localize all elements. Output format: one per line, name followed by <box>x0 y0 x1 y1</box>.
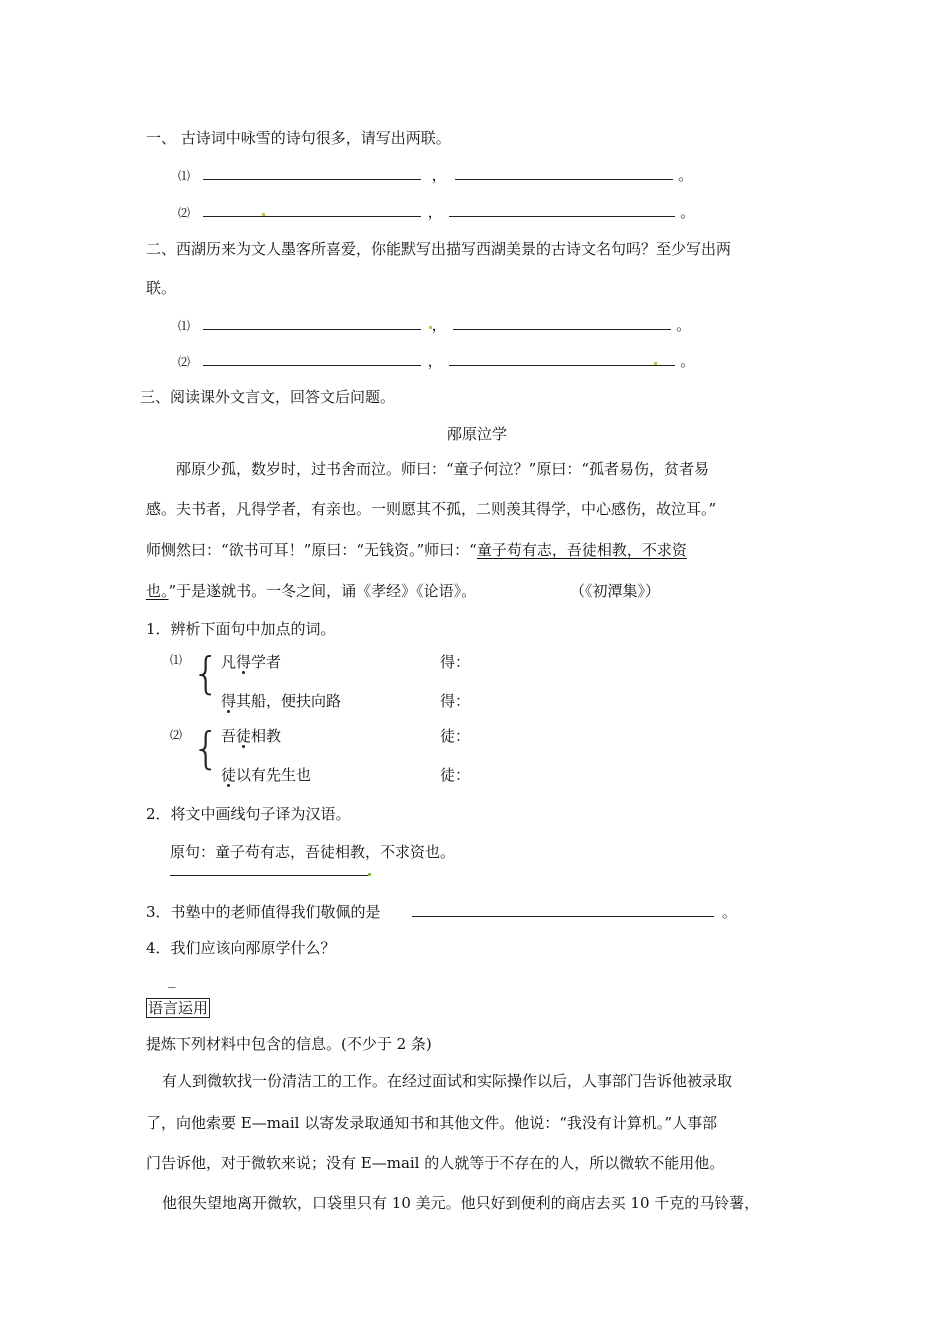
q1-item2-blank-b[interactable] <box>449 201 675 217</box>
sub2-answer-blank[interactable] <box>170 860 370 876</box>
lang-p1-line1: 有人到微软找一份清洁工的工作。在经过面试和实际操作以后，人事部门告诉他被录取 <box>162 1072 733 1090</box>
scan-mark <box>368 873 371 876</box>
lang-p1-line2: 了，向他索要 E—mail 以寄发录取通知书和其他文件。他说：“我没有计算机。”人事部 <box>146 1114 718 1132</box>
q1-item1-label: ⑴ <box>178 169 191 183</box>
scan-mark <box>262 213 265 216</box>
passage-source: （《初潭集》） <box>570 582 661 600</box>
passage-line1: 邴原少孤，数岁时，过书舍而泣。师曰：“童子何泣？”原曰：“孤者易伤，贫者易 <box>176 460 710 478</box>
q1-item2-blank-a[interactable] <box>203 201 421 217</box>
passage-line2: 感。夫书者，凡得学者，有亲也。一则愿其不孤，二则羡其得学，中心感伤，故泣耳。” <box>146 500 717 518</box>
lang-p1-line3: 门告诉他，对于微软来说；没有 E—mail 的人就等于不存在的人，所以微软不能用他。 <box>146 1154 725 1172</box>
emphasis-dot <box>227 784 230 787</box>
left-brace-icon: { <box>192 648 220 699</box>
sub1-g1-sentence-a: 凡得学者 <box>221 653 282 671</box>
q2-item1-blank-b[interactable] <box>453 314 671 330</box>
q3-heading: 三、阅读课外文言文，回答文后问题。 <box>140 388 396 406</box>
q2-heading-line2: 联。 <box>146 279 177 297</box>
q1-item2-label: ⑵ <box>178 206 191 220</box>
sub1-g2-answer-a: 徒： <box>440 727 471 745</box>
q2-item2-label: ⑵ <box>178 355 191 369</box>
sub1-heading: 1．辨析下面句中加点的词。 <box>146 620 336 638</box>
sub4-heading: 4．我们应该向邴原学什么？ <box>146 939 336 957</box>
sub1-group2-label: ⑵ <box>170 728 183 742</box>
left-brace-icon: { <box>192 723 220 774</box>
sub2-heading: 2．将文中画线句子译为汉语。 <box>146 805 351 823</box>
emphasis-dot <box>242 745 245 748</box>
passage-title: 邴原泣学 <box>447 425 508 443</box>
lang-p2-line1: 他很失望地离开微软，口袋里只有 10 美元。他只好到便利的商店去买 10 千克的马铃薯， <box>162 1194 760 1212</box>
language-use-label: 语言运用 <box>148 999 209 1017</box>
q1-heading: 一、 古诗词中咏雪的诗句很多，请写出两联。 <box>146 129 451 147</box>
sub1-group1-label: ⑴ <box>170 653 183 667</box>
passage-line4: 也。”于是遂就书。一冬之间，诵《孝经》《论语》。 <box>146 582 477 600</box>
scan-mark <box>429 326 432 329</box>
sub1-g1-answer-b: 得： <box>440 692 471 710</box>
passage-line3: 师恻然曰：“欲书可耳！”原曰：“无钱资。”师曰：“童子苟有志，吾徒相教，不求资 <box>146 541 687 559</box>
q2-item2-blank-b[interactable] <box>449 350 675 366</box>
sub3-heading: 3．书塾中的老师值得我们敬佩的是 <box>146 903 381 921</box>
sub2-original: 原句：童子苟有志，吾徒相教，不求资也。 <box>170 843 456 861</box>
q1-item2: ⑵ ， 。 <box>178 203 696 221</box>
q1-item1-blank-b[interactable] <box>455 164 673 180</box>
q1-item1-blank-a[interactable] <box>203 164 421 180</box>
scan-mark <box>654 362 657 365</box>
underlined-sentence-part2: 也。 <box>146 582 169 600</box>
lang-instruction: 提炼下列材料中包含的信息。(不少于 2 条) <box>146 1035 432 1053</box>
q2-heading-line1: 二、西湖历来为文人墨客所喜爱，你能默写出描写西湖美景的古诗文名句吗？至少写出两 <box>146 240 732 258</box>
sub4-answer-mark: _ <box>168 970 176 988</box>
sub1-g2-sentence-a: 吾徒相教 <box>221 727 282 745</box>
q2-item2-blank-a[interactable] <box>203 350 421 366</box>
emphasis-dot <box>242 671 245 674</box>
sub3-answer-blank[interactable] <box>412 901 714 917</box>
q2-item1-label: ⑴ <box>178 319 191 333</box>
q2-item1-blank-a[interactable] <box>203 314 421 330</box>
q1-item1: ⑴ ， 。 <box>178 166 694 184</box>
sub1-g1-sentence-b: 得其船，便扶向路 <box>221 692 342 710</box>
sub1-g1-answer-a: 得： <box>440 653 471 671</box>
q2-item2: ⑵ ， 。 <box>178 352 696 370</box>
underlined-sentence-part1: 童子苟有志，吾徒相教，不求资 <box>476 541 687 559</box>
sub1-g2-answer-b: 徒： <box>440 766 471 784</box>
section-label-box <box>146 997 210 1018</box>
sub1-g2-sentence-b: 徒以有先生也 <box>221 766 312 784</box>
q2-item1: ⑴ ， 。 <box>178 316 692 334</box>
emphasis-dot <box>227 710 230 713</box>
